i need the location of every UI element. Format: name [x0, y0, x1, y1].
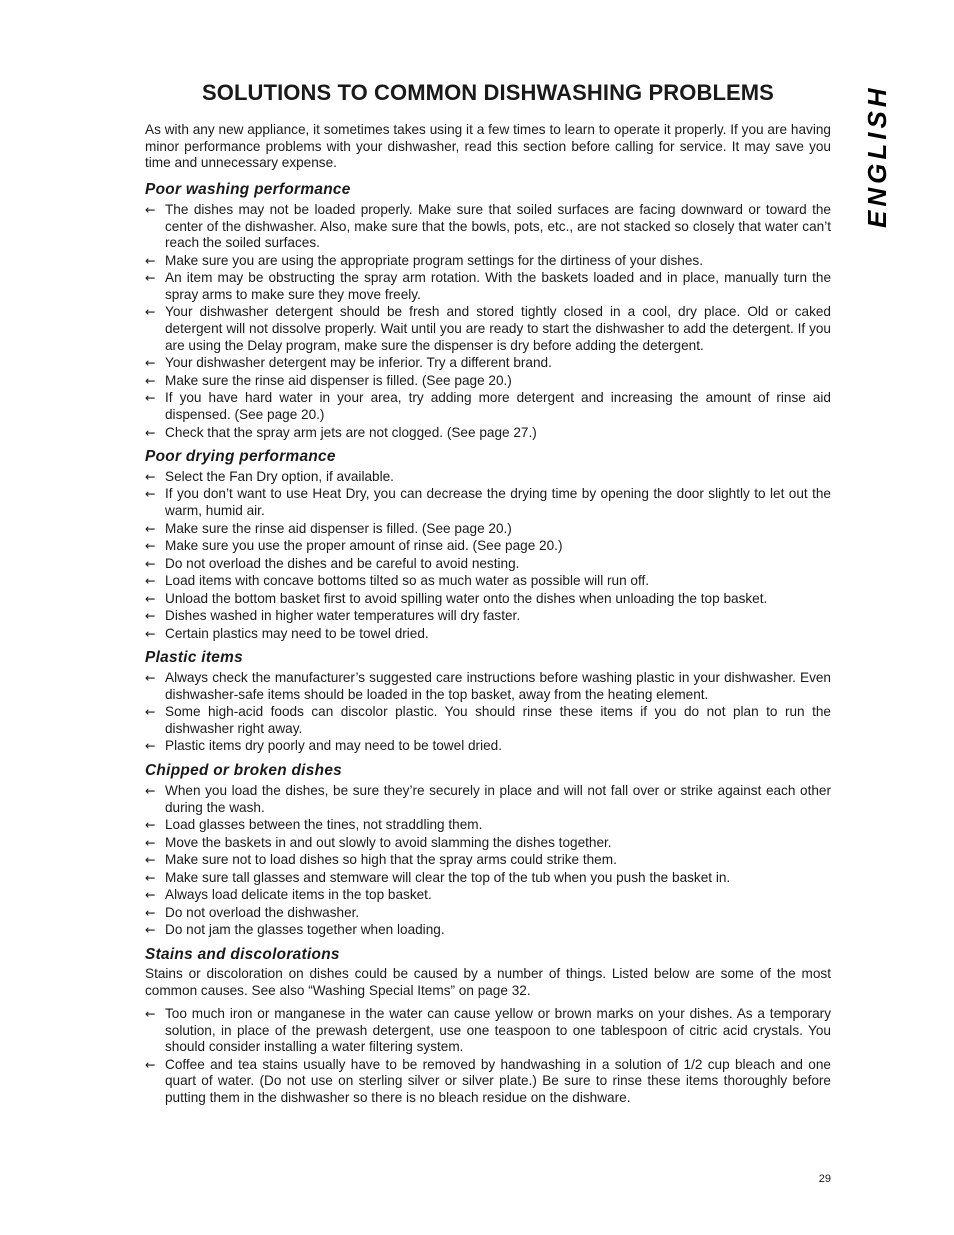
list-item-text: Some high-acid foods can discolor plastic. You should rinse these items if you do not plan to run the dishwasher right away.	[165, 704, 831, 736]
list-item-text: Make sure you are using the appropriate program settings for the dirtiness of your dishes.	[165, 252, 703, 268]
list-item-text: Coffee and tea stains usually have to be removed by handwashing in a solution of 1/2 cup bleach and one quart of water. (Do not use on sterling silver or silver plate.) Be sure to rinse these items thoroughly before putting them in the dishwasher so there is no bleach residue on the dishware.	[165, 1056, 831, 1106]
arrow-bullet-icon: ←	[145, 904, 156, 920]
list-item-text: Load glasses between the tines, not straddling them.	[165, 817, 483, 833]
language-label-graphic	[862, 80, 892, 230]
list-item	[145, 1057, 831, 1107]
section	[145, 763, 831, 939]
bullet-list	[145, 783, 831, 939]
arrow-bullet-icon: ←	[145, 922, 156, 938]
arrow-bullet-icon: ←	[145, 625, 156, 641]
list-item-text: Check that the spray arm jets are not clogged. (See page 27.)	[165, 424, 537, 440]
page-title: SOLUTIONS TO COMMON DISHWASHING PROBLEMS	[202, 80, 774, 105]
bullet-list	[145, 670, 831, 755]
arrow-bullet-icon: ←	[145, 738, 156, 754]
section	[145, 650, 831, 755]
list-item	[145, 270, 831, 303]
section-heading: Poor drying performance	[145, 448, 336, 466]
arrow-bullet-icon: ←	[145, 538, 156, 554]
list-item-text: Too much iron or manganese in the water can cause yellow or brown marks on your dishes. As a temporary solution, in place of the prewash detergent, use one teaspoon to one tablespoon of citric acid crystals. You should consider installing a water filtering system.	[165, 1005, 831, 1055]
list-item	[145, 704, 831, 737]
arrow-bullet-icon: ←	[145, 555, 156, 571]
arrow-bullet-icon: ←	[145, 486, 156, 502]
section-heading: Plastic items	[145, 649, 244, 667]
arrow-bullet-icon: ←	[145, 590, 156, 606]
list-item	[145, 425, 831, 442]
list-item-text: Do not overload the dishes and be careful to avoid nesting.	[165, 555, 520, 571]
list-item-text: Unload the bottom basket first to avoid spilling water onto the dishes when unloading the top basket.	[165, 590, 768, 606]
list-item	[145, 905, 831, 922]
arrow-bullet-icon: ←	[145, 704, 156, 720]
arrow-bullet-icon: ←	[145, 520, 156, 536]
list-item	[145, 521, 831, 538]
list-item-text: Do not jam the glasses together when loading.	[165, 922, 445, 938]
arrow-bullet-icon: ←	[145, 782, 156, 798]
page-number: 29	[818, 1173, 831, 1185]
list-item-text: Your dishwasher detergent may be inferior. Try a different brand.	[165, 355, 552, 371]
arrow-bullet-icon: ←	[145, 201, 156, 217]
list-item	[145, 390, 831, 423]
list-item	[145, 817, 831, 834]
list-item	[145, 591, 831, 608]
list-item	[145, 626, 831, 643]
list-item-text: Make sure not to load dishes so high that the spray arms could strike them.	[165, 852, 617, 868]
list-item	[145, 556, 831, 573]
bullet-list	[145, 469, 831, 642]
arrow-bullet-icon: ←	[145, 1005, 156, 1021]
list-item-text: Make sure tall glasses and stemware will clear the top of the tub when you push the basket in.	[165, 869, 731, 885]
list-item-text: Always check the manufacturer’s suggested care instructions before washing plastic in your dishwasher. Even dishwasher-safe items should be loaded in the top basket, away from the heating element.	[165, 670, 831, 702]
list-item	[145, 573, 831, 590]
list-item-text: An item may be obstructing the spray arm rotation. With the baskets loaded and in place, manually turn the spray arms to make sure they move freely.	[165, 270, 831, 302]
arrow-bullet-icon: ←	[145, 355, 156, 371]
section-intro: Stains or discoloration on dishes could be caused by a number of things. Listed below are some of the most common causes. See also “Washing Special Items” on page 32.	[145, 966, 831, 999]
list-item-text: Make sure the rinse aid dispenser is filled. (See page 20.)	[165, 372, 512, 388]
arrow-bullet-icon: ←	[145, 390, 156, 406]
bullet-list	[145, 1006, 831, 1107]
arrow-bullet-icon: ←	[145, 852, 156, 868]
intro-paragraph: As with any new appliance, it sometimes takes using it a few times to learn to operate it properly. If you are having minor performance problems with your dishwasher, read this section before calling for service. It may save you time and unnecessary expense.	[145, 122, 831, 171]
list-item-text: Certain plastics may need to be towel dried.	[165, 625, 429, 641]
arrow-bullet-icon: ←	[145, 834, 156, 850]
list-item	[145, 469, 831, 486]
list-item	[145, 202, 831, 252]
list-item	[145, 738, 831, 755]
language-label: ENGLISH	[862, 84, 892, 228]
arrow-bullet-icon: ←	[145, 670, 156, 686]
list-item	[145, 783, 831, 816]
list-item-text: When you load the dishes, be sure they’re securely in place and will not fall over or strike against each other during the wash.	[165, 782, 831, 815]
arrow-bullet-icon: ←	[145, 1056, 156, 1072]
list-item	[145, 870, 831, 887]
list-item-text: Load items with concave bottoms tilted so as much water as possible will run off.	[165, 573, 650, 589]
language-tab	[862, 80, 892, 230]
main-content	[145, 122, 831, 1108]
arrow-bullet-icon: ←	[145, 869, 156, 885]
arrow-bullet-icon: ←	[145, 608, 156, 624]
list-item-text: The dishes may not be loaded properly. Make sure that soiled surfaces are facing downward or toward the center of the dishwasher. Also, make sure that the bowls, pots, etc., are not stacked so closely that water can’t reach the soiled surfaces.	[165, 201, 831, 251]
arrow-bullet-icon: ←	[145, 817, 156, 833]
list-item-text: Move the baskets in and out slowly to avoid slamming the dishes together.	[165, 834, 612, 850]
list-item-text: Your dishwasher detergent should be fresh and stored tightly closed in a cool, dry place. Old or caked detergent will not dissolve properly. Wait until you are ready to start the dishwasher to add the detergent. If you are using the Delay program, make sure the dispenser is dry before adding the detergent.	[165, 304, 831, 353]
section-heading: Chipped or broken dishes	[145, 762, 343, 780]
arrow-bullet-icon: ←	[145, 468, 156, 484]
arrow-bullet-icon: ←	[145, 372, 156, 388]
list-item	[145, 538, 831, 555]
section-heading: Stains and discolorations	[145, 945, 340, 963]
list-item	[145, 835, 831, 852]
list-item	[145, 304, 831, 354]
list-item-text: Plastic items dry poorly and may need to be towel dried.	[165, 738, 502, 754]
list-item	[145, 608, 831, 625]
list-item	[145, 852, 831, 869]
list-item-text: Dishes washed in higher water temperatures will dry faster.	[165, 608, 521, 624]
section	[145, 449, 831, 642]
arrow-bullet-icon: ←	[145, 252, 156, 268]
bullet-list	[145, 202, 831, 441]
list-item	[145, 1006, 831, 1056]
list-item-text: Make sure the rinse aid dispenser is filled. (See page 20.)	[165, 520, 512, 536]
list-item-text: Select the Fan Dry option, if available.	[165, 468, 394, 484]
list-item	[145, 887, 831, 904]
arrow-bullet-icon: ←	[145, 304, 156, 320]
list-item	[145, 355, 831, 372]
list-item	[145, 922, 831, 939]
list-item	[145, 670, 831, 703]
sections-container	[145, 182, 831, 1107]
section	[145, 182, 831, 441]
list-item-text: If you have hard water in your area, try adding more detergent and increasing the amount of rinse aid dispensed. (See page 20.)	[165, 390, 831, 423]
arrow-bullet-icon: ←	[145, 573, 156, 589]
section	[145, 947, 831, 1107]
list-item	[145, 486, 831, 519]
list-item	[145, 253, 831, 270]
arrow-bullet-icon: ←	[145, 887, 156, 903]
section-heading: Poor washing performance	[145, 181, 351, 199]
arrow-bullet-icon: ←	[145, 424, 156, 440]
list-item-text: Make sure you use the proper amount of rinse aid. (See page 20.)	[165, 538, 563, 554]
arrow-bullet-icon: ←	[145, 270, 156, 286]
list-item-text: If you don’t want to use Heat Dry, you can decrease the drying time by opening the door slightly to let out the warm, humid air.	[165, 486, 831, 519]
list-item-text: Always load delicate items in the top basket.	[165, 887, 432, 903]
list-item	[145, 373, 831, 390]
list-item-text: Do not overload the dishwasher.	[165, 904, 360, 920]
